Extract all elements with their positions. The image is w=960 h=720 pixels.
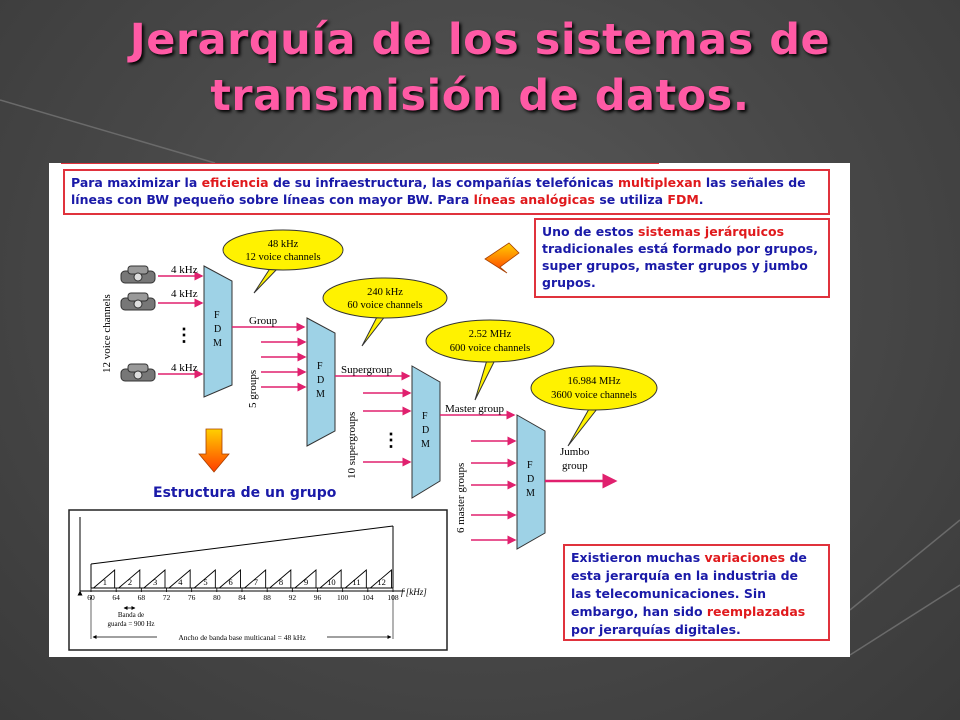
channel-bw-label: 4 kHz (171, 288, 198, 300)
intro-highlight: FDM (667, 192, 699, 207)
channel-number: 9 (304, 577, 309, 587)
frequency-tick-label: 96 (313, 593, 322, 602)
channel-number: 4 (178, 577, 183, 587)
note-text: Uno de estos (542, 224, 639, 239)
bubble-line-2: 600 voice channels (449, 343, 531, 354)
note-text: Existieron muchas (571, 550, 705, 565)
bubble-line-2: 3600 voice channels (551, 390, 637, 401)
master-group-label: Master group (445, 403, 504, 415)
baseband-width-label: Ancho de banda base multicanal = 48 kHz (178, 633, 306, 642)
fdm-letter: M (421, 439, 430, 450)
fdm-letter: M (526, 488, 535, 499)
intro-text: . (698, 192, 704, 207)
bubble-line-1: 48 kHz (267, 239, 299, 250)
title-line-2: transmisión de datos. (210, 71, 750, 121)
bubble-line-2: 12 voice channels (245, 252, 321, 263)
channel-number: 10 (327, 577, 336, 587)
intro-text: Para maximizar la (71, 175, 202, 190)
bubble-line-1: 2.52 MHz (468, 329, 512, 340)
vertical-dots: ⋮ (175, 325, 193, 345)
bandwidth-bubble (223, 230, 343, 293)
fdm-letter: D (214, 324, 222, 335)
bubble-line-1: 240 kHz (367, 287, 403, 298)
frequency-tick-label: 80 (213, 593, 221, 602)
note-highlight: variaciones (704, 550, 786, 565)
master-groups-count-label: 6 master groups (455, 462, 467, 533)
channel-number: 8 (278, 577, 284, 587)
frequency-tick-label: 100 (337, 593, 349, 602)
page-title (0, 12, 960, 124)
telephone-icon (121, 293, 155, 310)
channel-number: 2 (127, 577, 133, 587)
groups-count-label: 5 groups (247, 369, 259, 408)
jumbo-group-label: group (562, 460, 588, 472)
vertical-dots: ⋮ (382, 430, 400, 450)
channel-number: 6 (228, 577, 233, 587)
fdm-letter: D (317, 375, 325, 386)
intro-highlight: multiplexan (617, 175, 702, 190)
channel-number: 5 (203, 577, 208, 587)
guard-band-label: guarda = 900 Hz (107, 620, 155, 628)
fdm-letter: F (317, 361, 323, 372)
fdm-letter: F (527, 460, 533, 471)
intro-highlight: líneas analógicas (473, 192, 595, 207)
group-structure-figure (69, 510, 447, 650)
telephone-icon (121, 364, 155, 381)
channel-bw-label: 4 kHz (171, 362, 198, 374)
channel-bw-label: 4 kHz (171, 264, 198, 276)
frequency-tick-label: 68 (137, 593, 146, 602)
frequency-tick-label: 64 (112, 593, 120, 602)
frequency-tick-label: 92 (288, 593, 297, 602)
channel-number: 1 (102, 577, 107, 587)
fdm-letter: F (422, 411, 428, 422)
frequency-tick-label: 104 (362, 593, 374, 602)
note-text: de esta jerarquía en la industria de las telecomunicaciones. Sin embargo, han sido (571, 550, 807, 619)
channel-number: 3 (153, 577, 158, 587)
fdm-hierarchy-diagram (49, 163, 850, 657)
fdm-letter: M (316, 389, 325, 400)
intro-text: las señales de líneas con BW pequeño sobre líneas con mayor BW. Para (71, 175, 806, 207)
slide-image-panel (49, 163, 850, 657)
channel-number: 7 (253, 577, 258, 587)
supergroup-label: Supergroup (341, 364, 393, 376)
supergroups-count-label: 10 supergroups (346, 411, 358, 479)
orange-left-arrow-icon (485, 243, 519, 273)
intro-text: de su infraestructura, las compañías telefónicas (268, 175, 618, 190)
jumbo-group-label: Jumbo (560, 446, 590, 458)
frequency-tick-label: 84 (238, 593, 246, 602)
intro-highlight: eficiencia (201, 175, 269, 190)
telephone-icon (121, 266, 155, 283)
frequency-tick-label: 60 (87, 593, 95, 602)
channel-number: 12 (377, 577, 386, 587)
voice-channels-label: 12 voice channels (101, 294, 113, 373)
title-line-1: Jerarquía de los sistemas de (129, 15, 831, 65)
bandwidth-bubble (531, 366, 657, 446)
group-label: Group (249, 315, 278, 327)
frequency-tick-label: 108 (387, 593, 399, 602)
fdm-letter: M (213, 338, 222, 349)
channel-number: 11 (352, 577, 361, 587)
fdm-letter: F (214, 310, 220, 321)
bubble-line-2: 60 voice channels (347, 300, 423, 311)
fdm-letter: D (422, 425, 430, 436)
frequency-tick-label: 72 (162, 593, 171, 602)
intro-text: se utiliza (594, 192, 668, 207)
frequency-axis-label: f [kHz] (401, 587, 427, 597)
orange-down-arrow-icon (199, 429, 229, 472)
guard-band-label: Banda de (117, 611, 145, 619)
bubble-line-1: 16.984 MHz (567, 376, 621, 387)
note-text: por jerarquías digitales. (571, 622, 741, 637)
frequency-tick-label: 88 (263, 593, 271, 602)
frequency-tick-label: 76 (187, 593, 196, 602)
note-highlight: sistemas jerárquicos (638, 224, 785, 239)
group-structure-title: Estructura de un grupo (153, 485, 337, 501)
note-text: tradicionales está formado por grupos, super grupos, master grupos y jumbo grupos. (542, 241, 818, 290)
fdm-letter: D (527, 474, 535, 485)
note-highlight: reemplazadas (706, 604, 806, 619)
